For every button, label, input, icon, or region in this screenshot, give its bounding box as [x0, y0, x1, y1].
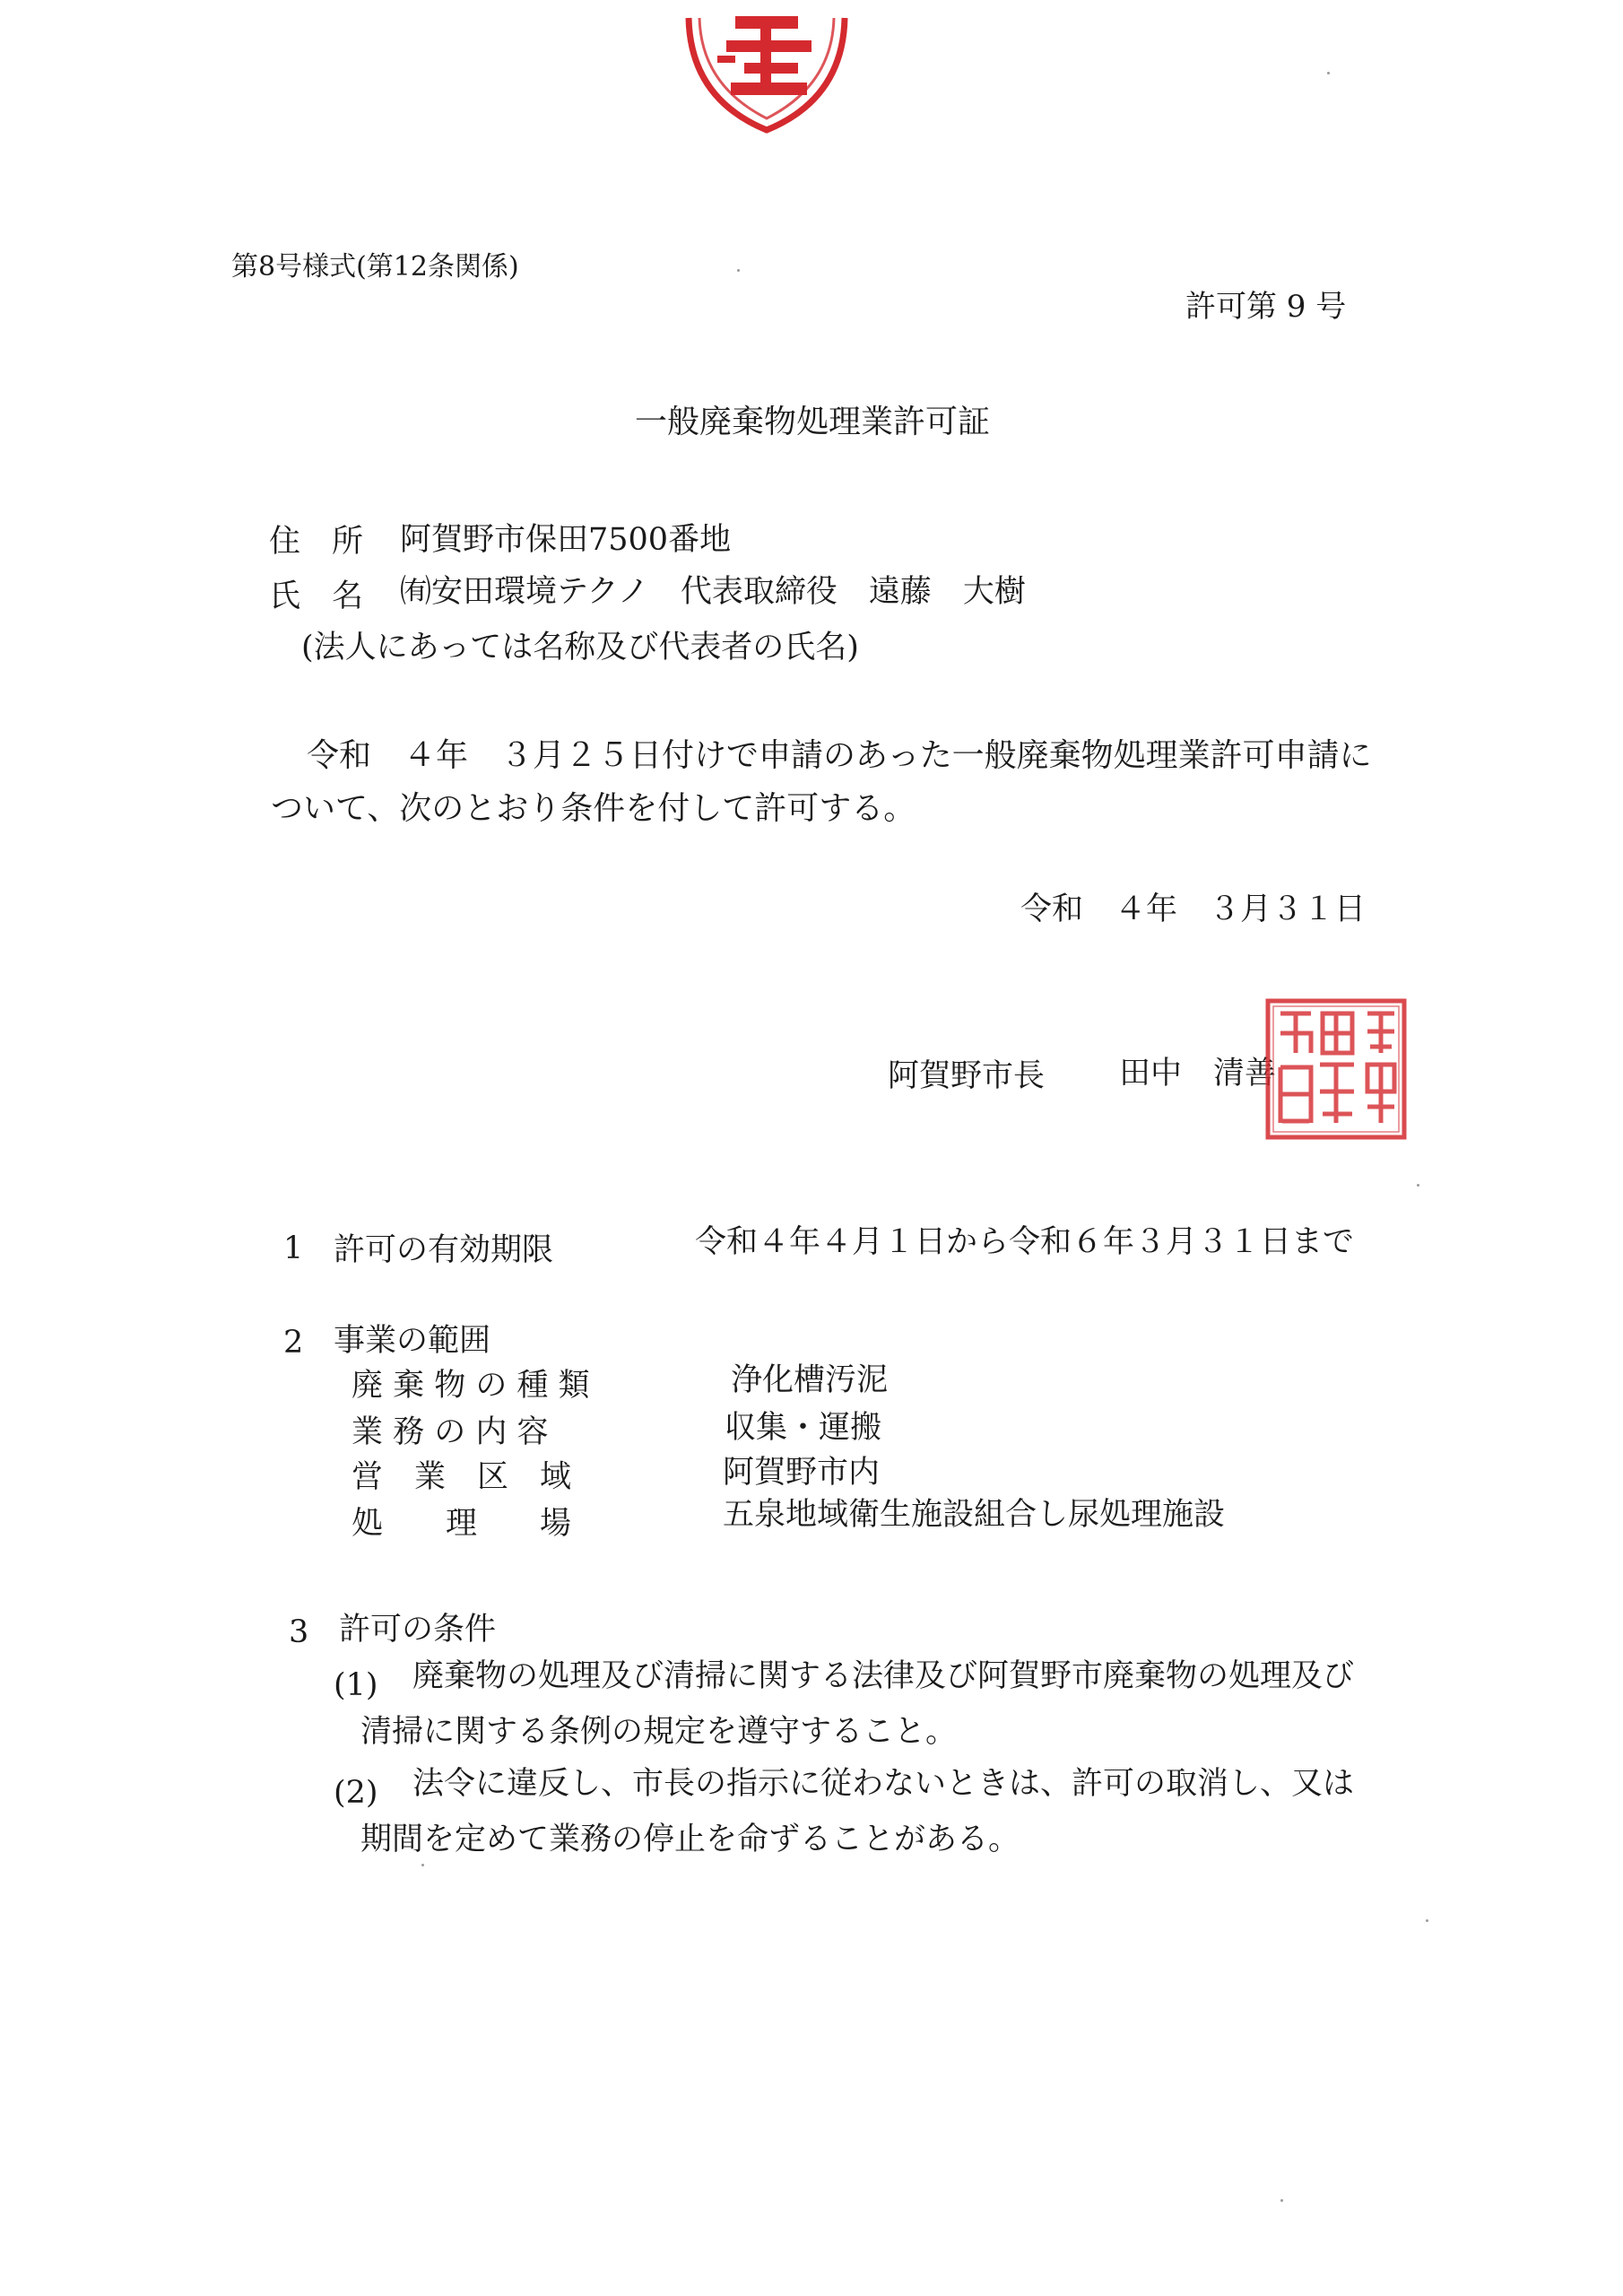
mayor-official-seal [1264, 997, 1408, 1141]
scan-speck [737, 269, 740, 272]
scope-row-label: 業 務 の 内 容 [352, 1414, 549, 1450]
condition-item-line: 期間を定めて業務の停止を命ずることがある。 [360, 1822, 1020, 1857]
address-value: 阿賀野市保田7500番地 [400, 522, 732, 558]
body-line-1: 令和 ４年 ３月２５日付けで申請のあった一般廃棄物処理業許可申請に [307, 737, 1372, 774]
form-number: 第8号様式(第12条関係) [231, 251, 519, 283]
scope-row-value: 浄化槽汚泥 [731, 1362, 889, 1398]
scope-row-value: 収集・運搬 [725, 1410, 882, 1446]
scope-label: 事業の範囲 [334, 1323, 491, 1359]
scope-row-value: 阿賀野市内 [723, 1455, 881, 1491]
condition-item-line: 廃棄物の処理及び清掃に関する法律及び阿賀野市廃棄物の処理及び [412, 1658, 1355, 1694]
issuer-name: 田中 清善 [1119, 1056, 1277, 1091]
top-seal-stamp [681, 0, 852, 135]
name-label: 氏 名 [269, 578, 364, 614]
scope-row-label: 廃 棄 物 の 種 類 [352, 1368, 590, 1404]
scan-speck [421, 1864, 424, 1866]
scan-speck [1280, 2199, 1283, 2202]
issue-date: 令和 ４年 ３月３１日 [1020, 891, 1367, 927]
scope-row-label: 営 業 区 域 [352, 1459, 572, 1495]
scope-row-value: 五泉地域衛生施設組合し尿処理施設 [723, 1497, 1226, 1533]
scan-speck [1426, 1919, 1428, 1922]
scan-speck [1417, 1184, 1419, 1187]
name-value: ㈲安田環境テクノ 代表取締役 遠藤 大樹 [400, 574, 1026, 610]
validity-number: 1 [283, 1231, 304, 1266]
conditions-number: 3 [289, 1614, 309, 1650]
validity-label: 許可の有効期限 [334, 1232, 554, 1268]
condition-item-line: 法令に違反し、市長の指示に従わないときは、許可の取消し、又は [412, 1766, 1355, 1802]
applicant-note: (法人にあっては名称及び代表者の氏名) [301, 630, 859, 665]
scope-number: 2 [283, 1325, 304, 1361]
condition-item-line: 清掃に関する条例の規定を遵守すること。 [360, 1714, 958, 1750]
document-title: 一般廃棄物処理業許可証 [635, 404, 991, 440]
scope-row-label: 処 理 場 [352, 1506, 572, 1542]
condition-item-number: (1) [334, 1667, 378, 1703]
conditions-label: 許可の条件 [339, 1612, 497, 1648]
condition-item-number: (2) [334, 1775, 378, 1811]
body-line-2: ついて、次のとおり条件を付して許可する。 [271, 790, 916, 827]
address-label: 住 所 [269, 524, 364, 560]
scan-speck [1327, 72, 1330, 74]
validity-value: 令和４年４月１日から令和６年３月３１日まで [695, 1224, 1355, 1260]
permit-number: 許可第 9 号 [1185, 289, 1347, 325]
issuer-title: 阿賀野市長 [888, 1058, 1046, 1094]
